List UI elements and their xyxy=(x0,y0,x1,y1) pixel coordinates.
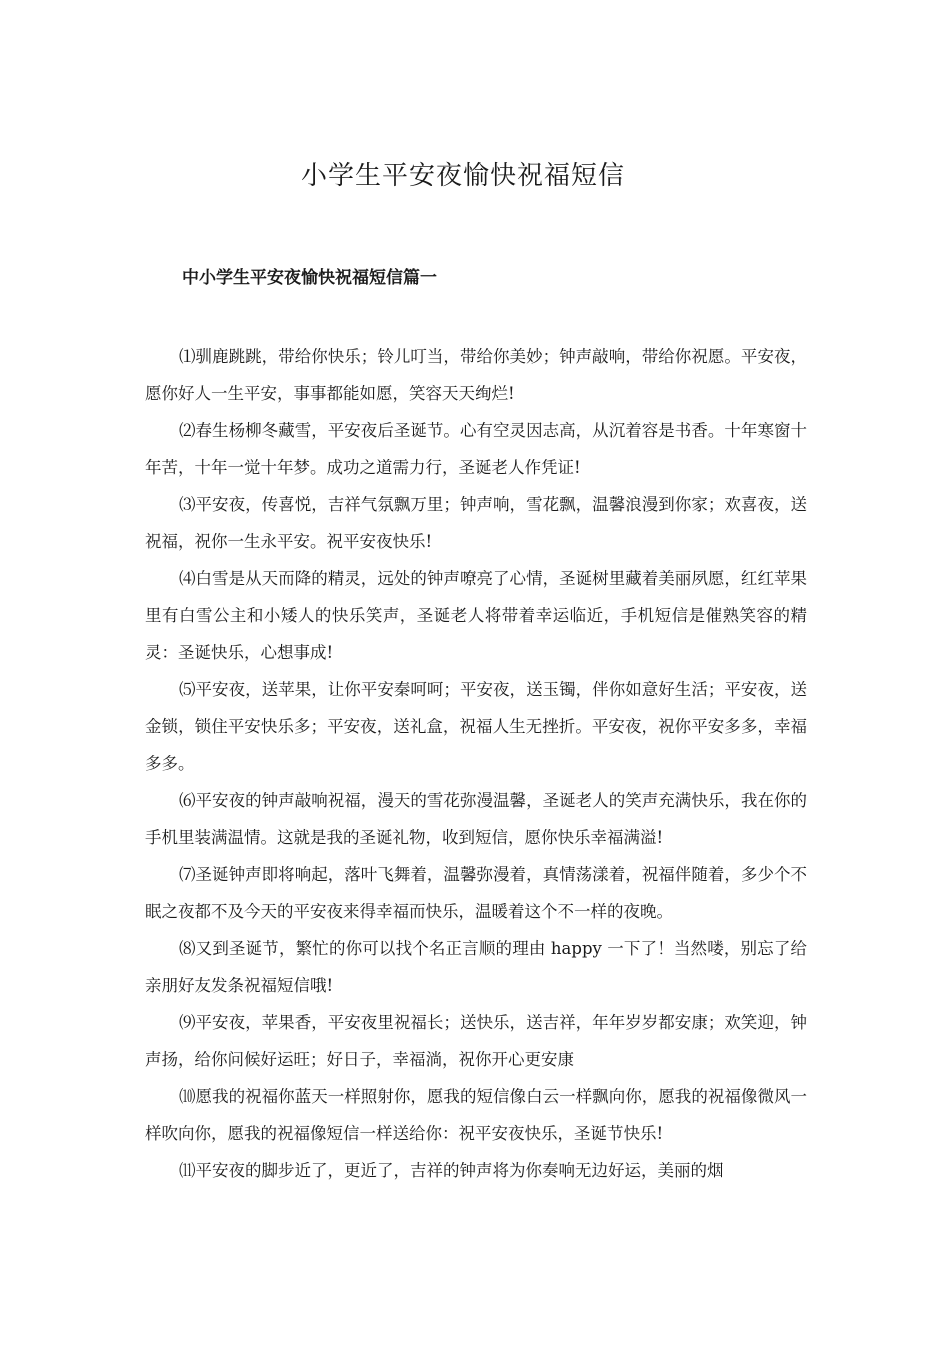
paragraph: ⑹平安夜的钟声敲响祝福，漫天的雪花弥漫温馨，圣诞老人的笑声充满快乐，我在你的手机里装满温情。这就是我的圣诞礼物，收到短信，愿你快乐幸福满溢! xyxy=(145,791,807,847)
paragraph: ⑾平安夜的脚步近了，更近了，吉祥的钟声将为你奏响无边好运，美丽的烟 xyxy=(179,1161,724,1180)
paragraph: ⑴驯鹿跳跳，带给你快乐；铃儿叮当，带给你美妙；钟声敲响，带给你祝愿。平安夜，愿你好人一生平安，事事都能如愿，笑容天天绚烂! xyxy=(145,347,807,403)
document-title: 小学生平安夜愉快祝福短信 xyxy=(300,161,625,191)
paragraph: ⑼平安夜，苹果香，平安夜里祝福长；送快乐，送吉祥，年年岁岁都安康；欢笑迎，钟声扬，给你问候好运旺；好日子，幸福淌，祝你开心更安康 xyxy=(145,1013,807,1069)
document-body xyxy=(145,338,807,1189)
paragraph: ⑵春生杨柳冬藏雪，平安夜后圣诞节。心有空灵因志高，从沉着容是书香。十年寒窗十年苦，十年一觉十年梦。成功之道需力行，圣诞老人作凭证! xyxy=(145,421,807,477)
paragraph: ⑽愿我的祝福你蓝天一样照射你，愿我的短信像白云一样飘向你，愿我的祝福像微风一样吹向你，愿我的祝福像短信一样送给你：祝平安夜快乐，圣诞节快乐! xyxy=(145,1087,807,1143)
paragraph: ⑸平安夜，送苹果，让你平安秦呵呵；平安夜，送玉镯，伴你如意好生活；平安夜，送金锁，锁住平安快乐多；平安夜，送礼盒，祝福人生无挫折。平安夜，祝你平安多多，幸福多多。 xyxy=(145,680,807,773)
paragraph: ⑶平安夜，传喜悦，吉祥气氛飘万里；钟声响，雪花飘，温馨浪漫到你家；欢喜夜，送祝福，祝你一生永平安。祝平安夜快乐! xyxy=(145,495,807,551)
section-heading: 中小学生平安夜愉快祝福短信篇一 xyxy=(182,268,437,288)
paragraph: ⑺圣诞钟声即将响起，落叶飞舞着，温馨弥漫着，真情荡漾着，祝福伴随着，多少个不眠之夜都不及今天的平安夜来得幸福而快乐，温暖着这个不一样的夜晚。 xyxy=(145,865,807,921)
paragraph: ⑷白雪是从天而降的精灵，远处的钟声嘹亮了心情，圣诞树里藏着美丽夙愿，红红苹果里有白雪公主和小矮人的快乐笑声，圣诞老人将带着幸运临近，手机短信是催熟笑容的精灵：圣诞快乐，心想事成! xyxy=(145,569,807,662)
paragraph: ⑻又到圣诞节，繁忙的你可以找个名正言顺的理由 happy 一下了！当然喽，别忘了给亲朋好友发条祝福短信哦! xyxy=(145,939,807,995)
